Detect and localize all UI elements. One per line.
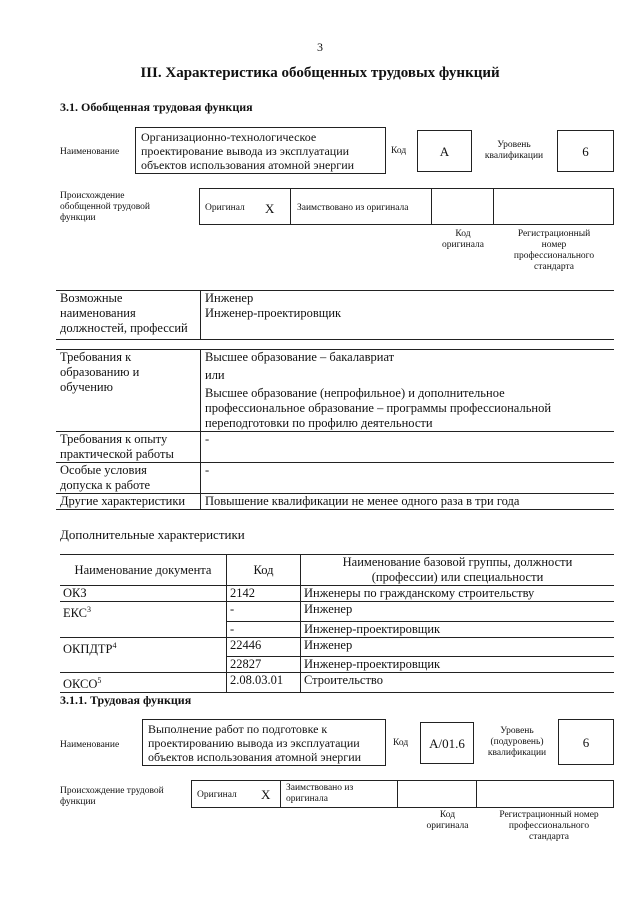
- code-cell: -: [227, 602, 301, 622]
- positions-values: [201, 291, 615, 340]
- edu-value: [201, 350, 615, 432]
- special-label-line: Особые условия: [60, 463, 147, 477]
- gtf-orig-code-caption: [432, 229, 494, 251]
- col-name-header-line: (профессии) или специальности: [371, 570, 544, 584]
- edu-label-line: образованию и: [60, 365, 140, 379]
- gtf-name-label: Наименование: [60, 147, 120, 157]
- caption-line: Код: [455, 229, 471, 239]
- gtf-origin-label-line: обобщенной трудовой: [60, 202, 150, 212]
- table-row: [60, 673, 614, 693]
- edu-line: или: [205, 368, 225, 382]
- divider: [280, 781, 281, 807]
- name-cell: Инженер: [301, 637, 615, 657]
- footnote-mark: 3: [87, 605, 91, 614]
- tf-level-label-line: (подуровень): [490, 737, 544, 747]
- caption-line: стандарта: [534, 262, 574, 272]
- divider: [397, 781, 398, 807]
- code-cell: 22827: [227, 657, 301, 673]
- edu-line: переподготовки по профилю деятельности: [205, 416, 433, 430]
- table-row: [60, 621, 614, 637]
- caption-line: профессионального: [508, 821, 590, 831]
- gtf-name-box: [135, 127, 386, 174]
- doc-name: ОКПДТР: [63, 641, 113, 656]
- name-cell: Инженер-проектировщик: [301, 621, 615, 637]
- positions-label-line: наименования: [60, 306, 136, 320]
- gtf-origin-label-line: Происхождение: [60, 191, 125, 201]
- tf-level-value: 6: [558, 719, 614, 765]
- section-title: III. Характеристика обобщенных трудовых функций: [140, 65, 500, 81]
- tf-original-mark: X: [261, 787, 271, 802]
- tf-code-value: А/01.6: [420, 722, 474, 764]
- gtf-original-mark: X: [265, 201, 275, 216]
- doc-cell: [60, 602, 227, 622]
- edu-line: Высшее образование – бакалавриат: [205, 350, 395, 364]
- positions-label: [56, 291, 201, 340]
- gtf-original-label: Оригинал: [205, 203, 245, 213]
- edu-line: профессиональное образование – программы профессиональной: [205, 401, 552, 415]
- gtf-origin-label: [60, 191, 150, 224]
- caption-line: оригинала: [426, 821, 469, 831]
- table-row: [60, 657, 614, 673]
- tf-name-label: Наименование: [60, 740, 120, 750]
- caption-line: Регистрационный номер: [499, 810, 599, 820]
- divider: [493, 189, 494, 224]
- caption-line: номер: [541, 240, 567, 250]
- gtf-origin-label-line: функции: [60, 213, 96, 223]
- code-cell: -: [227, 621, 301, 637]
- divider: [476, 781, 477, 807]
- code-cell: 2142: [227, 586, 301, 602]
- gtf-name-line: Организационно-технологическое: [141, 130, 317, 144]
- tf-borrowed-label-line: оригинала: [286, 794, 328, 804]
- caption-line: Код: [439, 810, 456, 820]
- doc-cell: [60, 586, 227, 602]
- positions-label-line: Возможные: [60, 291, 123, 305]
- code-cell: 2.08.03.01: [227, 673, 301, 693]
- gtf-level-label: [478, 140, 550, 162]
- divider: [290, 189, 291, 224]
- col-code-header: Код: [227, 555, 301, 586]
- edu-label: [56, 350, 201, 432]
- gtf-level-label-line: квалификации: [484, 151, 544, 161]
- tf-reg-num-caption: [484, 810, 614, 843]
- gtf-name-line: объектов использования атомной энергии: [141, 158, 355, 172]
- other-value: Повышение квалификации не менее одного раза в три года: [201, 494, 615, 510]
- additional-heading: Дополнительные характеристики: [60, 527, 245, 542]
- tf-name-line: проектированию вывода из эксплуатации: [148, 736, 360, 750]
- table-row: [60, 637, 614, 657]
- table-row: [60, 586, 614, 602]
- gtf-code-value: А: [417, 130, 472, 172]
- tf-borrowed-label: [286, 783, 353, 805]
- doc-name: ЕКС: [63, 606, 87, 621]
- doc-cell: [60, 637, 227, 657]
- tf-original-label: Оригинал: [197, 790, 237, 800]
- col-name-header-line: Наименование базовой группы, должности: [342, 555, 573, 569]
- col-doc-header: Наименование документа: [60, 555, 227, 586]
- gtf-name-line: проектирование вывода из эксплуатации: [141, 144, 350, 158]
- positions-label-line: должностей, профессий: [60, 321, 188, 335]
- gtf-level-value: 6: [557, 130, 614, 172]
- name-cell: Инженер-проектировщик: [301, 657, 615, 673]
- special-label: [56, 463, 201, 494]
- tf-name-box: [142, 719, 386, 766]
- gtf-heading: 3.1. Обобщенная трудовая функция: [60, 100, 253, 114]
- tf-heading: 3.1.1. Трудовая функция: [60, 693, 192, 707]
- caption-line: Регистрационный: [517, 229, 591, 239]
- gtf-level-label-line: Уровень: [497, 140, 531, 150]
- caption-line: профессионального: [513, 251, 595, 261]
- edu-label-line: Требования к: [60, 350, 132, 364]
- gtf-reg-num-caption: [494, 229, 614, 273]
- doc-name: ОКЗ: [63, 586, 87, 600]
- caption-line: стандарта: [529, 832, 569, 842]
- additional-rows: [60, 586, 614, 693]
- other-label: Другие характеристики: [56, 494, 201, 510]
- tf-origin-label-line: Происхождение трудовой: [60, 786, 164, 796]
- caption-line: оригинала: [442, 240, 484, 250]
- name-cell: Инженеры по гражданскому строительству: [301, 586, 615, 602]
- special-label-line: допуска к работе: [60, 478, 151, 492]
- tf-level-label: [479, 726, 555, 759]
- name-cell: Строительство: [301, 673, 615, 693]
- positions-table: [56, 290, 614, 340]
- exp-label-line: Требования к опыту: [60, 432, 168, 446]
- footnote-mark: 5: [97, 676, 102, 686]
- tf-orig-code-caption: [410, 810, 485, 832]
- special-value: -: [201, 463, 615, 494]
- tf-origin-label: [60, 786, 164, 808]
- doc-cell: [60, 657, 227, 673]
- edu-label-line: обучению: [60, 380, 113, 394]
- gtf-origin-table: [199, 188, 614, 225]
- doc-cell: [60, 673, 227, 693]
- tf-borrowed-label-line: Заимствовано из: [286, 783, 354, 793]
- tf-origin-table: [191, 780, 614, 808]
- name-cell: Инженер: [301, 602, 615, 622]
- tf-level-label-line: Уровень: [500, 726, 534, 736]
- exp-label-line: практической работы: [60, 447, 174, 461]
- doc-name: ОКСО: [63, 677, 98, 692]
- tf-name-line: Выполнение работ по подготовке к: [148, 722, 328, 736]
- exp-value: -: [201, 432, 615, 463]
- tf-origin-label-line: функции: [60, 797, 96, 807]
- tf-level-label-line: квалификации: [487, 748, 547, 758]
- table-row: [60, 602, 614, 622]
- gtf-borrowed-label: Заимствовано из оригинала: [297, 203, 409, 213]
- col-name-header: [301, 555, 615, 586]
- position-item: Инженер: [205, 291, 254, 305]
- exp-label: [56, 432, 201, 463]
- tf-name-line: объектов использования атомной энергии: [148, 750, 362, 764]
- tf-code-label: Код: [393, 738, 409, 748]
- footnote-mark: 4: [112, 640, 117, 650]
- gtf-code-label: Код: [391, 146, 407, 156]
- position-item: Инженер-проектировщик: [205, 306, 342, 320]
- page-number: 3: [317, 40, 323, 54]
- doc-cell: [60, 621, 227, 637]
- code-cell: 22446: [227, 637, 301, 657]
- requirements-table: [56, 349, 614, 510]
- divider: [431, 189, 432, 224]
- additional-table: [60, 554, 614, 693]
- edu-line: Высшее образование (непрофильное) и дополнительное: [205, 386, 505, 400]
